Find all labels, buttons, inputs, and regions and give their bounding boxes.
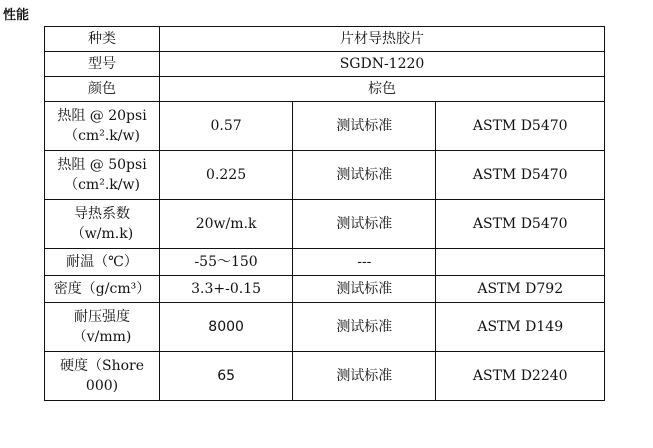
property-cell	[45, 352, 160, 401]
value-cell: 0.225	[160, 151, 293, 200]
table-row	[45, 102, 605, 151]
value-cell: 0.57	[160, 102, 293, 151]
value-cell: 65	[160, 352, 293, 401]
property-cell	[45, 151, 160, 200]
method-cell: 测试标准	[293, 200, 436, 249]
property-name: 耐压强度	[74, 309, 130, 325]
section-heading: 性能	[3, 8, 30, 23]
property-cell: 耐温（℃）	[45, 249, 160, 276]
color-value: 棕色	[160, 77, 605, 102]
property-unit: 000)	[85, 378, 119, 394]
standard-cell: ASTM D149	[436, 303, 605, 352]
standard-cell: ASTM D5470	[436, 200, 605, 249]
method-cell: 测试标准	[293, 303, 436, 352]
value-cell: -55～150	[160, 249, 293, 276]
table-row	[45, 249, 605, 276]
value-cell: 20w/m.k	[160, 200, 293, 249]
property-cell: 密度（g/cm³）	[45, 276, 160, 303]
property-unit: （cm².k/w)	[64, 177, 140, 193]
type-value: 片材导热胶片	[160, 27, 605, 52]
property-unit: （v/mm)	[72, 329, 132, 345]
method-cell: ---	[293, 249, 436, 276]
color-label: 颜色	[45, 77, 160, 102]
method-cell: 测试标准	[293, 352, 436, 401]
spec-table	[44, 26, 605, 401]
table-row	[45, 276, 605, 303]
standard-cell: ASTM D5470	[436, 151, 605, 200]
method-cell: 测试标准	[293, 276, 436, 303]
property-name: 导热系数	[74, 206, 130, 222]
value-cell: 8000	[160, 303, 293, 352]
method-cell: 测试标准	[293, 102, 436, 151]
model-label: 型号	[45, 52, 160, 77]
table-row	[45, 27, 605, 52]
value-cell: 3.3+-0.15	[160, 276, 293, 303]
model-value: SGDN-1220	[160, 52, 605, 77]
property-unit: （w/m.k)	[70, 226, 134, 242]
property-cell	[45, 200, 160, 249]
standard-cell: ASTM D792	[436, 276, 605, 303]
type-label: 种类	[45, 27, 160, 52]
property-name: 热阻 @ 20psi	[57, 108, 147, 124]
property-name: 硬度（Shore	[60, 358, 145, 374]
standard-cell	[436, 249, 605, 276]
table-row	[45, 77, 605, 102]
standard-cell: ASTM D2240	[436, 352, 605, 401]
property-cell	[45, 102, 160, 151]
table-row	[45, 151, 605, 200]
property-name: 热阻 @ 50psi	[57, 157, 147, 173]
table-row	[45, 352, 605, 401]
table-row	[45, 52, 605, 77]
table-row	[45, 303, 605, 352]
standard-cell: ASTM D5470	[436, 102, 605, 151]
method-cell: 测试标准	[293, 151, 436, 200]
table-row	[45, 200, 605, 249]
property-cell	[45, 303, 160, 352]
property-unit: （cm².k/w)	[64, 128, 140, 144]
